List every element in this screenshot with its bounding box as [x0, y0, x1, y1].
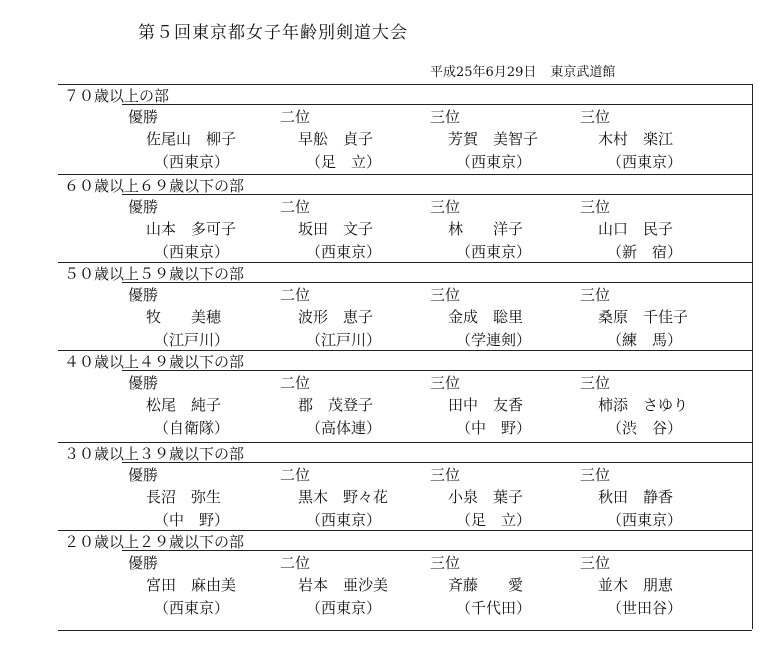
rank-label: 三位 — [430, 108, 461, 126]
competitor-name: 黒木 野々花 — [298, 488, 389, 506]
competitor-name: 山本 多可子 — [146, 220, 237, 238]
division-title: ３０歳以上３９歳以下の部 — [64, 445, 245, 463]
competitor-name: 佐尾山 柳子 — [146, 130, 237, 148]
competitor-affiliation: （学連剣） — [456, 331, 532, 349]
rank-label: 三位 — [580, 466, 611, 484]
division-rule — [122, 462, 752, 463]
competitor-affiliation: （江戸川） — [154, 331, 230, 349]
division-title: ７０歳以上の部 — [64, 87, 170, 105]
competitor-name: 田中 友香 — [448, 396, 524, 414]
competitor-name: 坂田 文子 — [298, 220, 374, 238]
competitor-name: 並木 朋恵 — [598, 576, 674, 594]
competitor-affiliation: （自衛隊） — [154, 419, 230, 437]
rank-label: 三位 — [580, 108, 611, 126]
competitor-name: 郡 茂登子 — [298, 396, 374, 414]
rank-label: 優勝 — [128, 374, 159, 392]
competitor-name: 宮田 麻由美 — [146, 576, 237, 594]
competitor-affiliation: （千代田） — [456, 599, 532, 617]
division-title: ４０歳以上４９歳以下の部 — [64, 353, 245, 371]
division-title: ５０歳以上５９歳以下の部 — [64, 265, 245, 283]
competitor-affiliation: （西東京） — [306, 243, 382, 261]
rank-label: 二位 — [280, 554, 311, 572]
competitor-name: 岩本 亜沙美 — [298, 576, 389, 594]
competitor-name: 秋田 静香 — [598, 488, 674, 506]
competitor-affiliation: （西東京） — [306, 511, 382, 529]
rank-label: 三位 — [430, 286, 461, 304]
competitor-affiliation: （中 野） — [154, 511, 230, 529]
date-venue-line — [430, 61, 615, 80]
competitor-name: 早舩 貞子 — [298, 130, 374, 148]
rank-label: 三位 — [580, 198, 611, 216]
division-section — [58, 262, 752, 351]
division-section — [58, 350, 752, 443]
competitor-name: 芳賀 美智子 — [448, 130, 539, 148]
rank-label: 二位 — [280, 108, 311, 126]
rank-label: 優勝 — [128, 108, 159, 126]
rank-label: 三位 — [430, 374, 461, 392]
competitor-affiliation: （中 野） — [456, 419, 532, 437]
rank-label: 三位 — [580, 374, 611, 392]
division-section — [58, 174, 752, 263]
division-rule — [122, 104, 752, 105]
competitor-affiliation: （足 立） — [456, 511, 532, 529]
rank-label: 三位 — [430, 554, 461, 572]
competitor-name: 桑原 千佳子 — [598, 308, 689, 326]
rank-label: 三位 — [580, 554, 611, 572]
competitor-affiliation: （西東京） — [607, 511, 683, 529]
competitor-name: 山口 民子 — [598, 220, 674, 238]
competitor-affiliation: （西東京） — [456, 243, 532, 261]
competitor-affiliation: （江戸川） — [306, 331, 382, 349]
division-rule — [122, 370, 752, 371]
competitor-affiliation: （西東京） — [456, 153, 532, 171]
rank-label: 優勝 — [128, 286, 159, 304]
rank-label: 二位 — [280, 198, 311, 216]
competitor-affiliation: （新 宿） — [607, 243, 683, 261]
division-title: ６０歳以上６９歳以下の部 — [64, 177, 245, 195]
competitor-affiliation: （世田谷） — [607, 599, 683, 617]
competitor-name: 金成 聡里 — [448, 308, 524, 326]
competitor-affiliation: （西東京） — [154, 243, 230, 261]
division-rule — [122, 194, 752, 195]
competitor-affiliation: （足 立） — [306, 153, 382, 171]
competitor-affiliation: （渋 谷） — [607, 419, 683, 437]
division-title: ２０歳以上２９歳以下の部 — [64, 533, 245, 551]
results-table — [58, 84, 753, 629]
division-section — [58, 530, 752, 631]
competitor-name: 木村 楽江 — [598, 130, 674, 148]
division-section — [58, 442, 752, 531]
rank-label: 優勝 — [128, 554, 159, 572]
competitor-name: 柿添 さゆり — [598, 396, 689, 414]
competitor-name: 林 洋子 — [448, 220, 524, 238]
division-rule — [122, 282, 752, 283]
competitor-name: 長沼 弥生 — [146, 488, 222, 506]
rank-label: 三位 — [430, 466, 461, 484]
rank-label: 二位 — [280, 286, 311, 304]
competitor-name: 松尾 純子 — [146, 396, 222, 414]
rank-label: 二位 — [280, 466, 311, 484]
division-rule — [122, 550, 752, 551]
competitor-affiliation: （高体連） — [306, 419, 382, 437]
event-date: 平成25年6月29日 — [430, 65, 537, 80]
rank-label: 二位 — [280, 374, 311, 392]
rank-label: 三位 — [430, 198, 461, 216]
competitor-affiliation: （西東京） — [607, 153, 683, 171]
competitor-affiliation: （西東京） — [306, 599, 382, 617]
competitor-affiliation: （西東京） — [154, 599, 230, 617]
page-title: 第５回東京都女子年齢別剣道大会 — [138, 23, 408, 43]
competitor-name: 小泉 葉子 — [448, 488, 524, 506]
competitor-affiliation: （練 馬） — [607, 331, 683, 349]
division-section — [58, 84, 752, 175]
competitor-name: 牧 美穂 — [146, 308, 222, 326]
rank-label: 優勝 — [128, 198, 159, 216]
rank-label: 三位 — [580, 286, 611, 304]
rank-label: 優勝 — [128, 466, 159, 484]
competitor-affiliation: （西東京） — [154, 153, 230, 171]
competitor-name: 斉藤 愛 — [448, 576, 524, 594]
event-venue: 東京武道館 — [550, 65, 616, 80]
competitor-name: 波形 恵子 — [298, 308, 374, 326]
